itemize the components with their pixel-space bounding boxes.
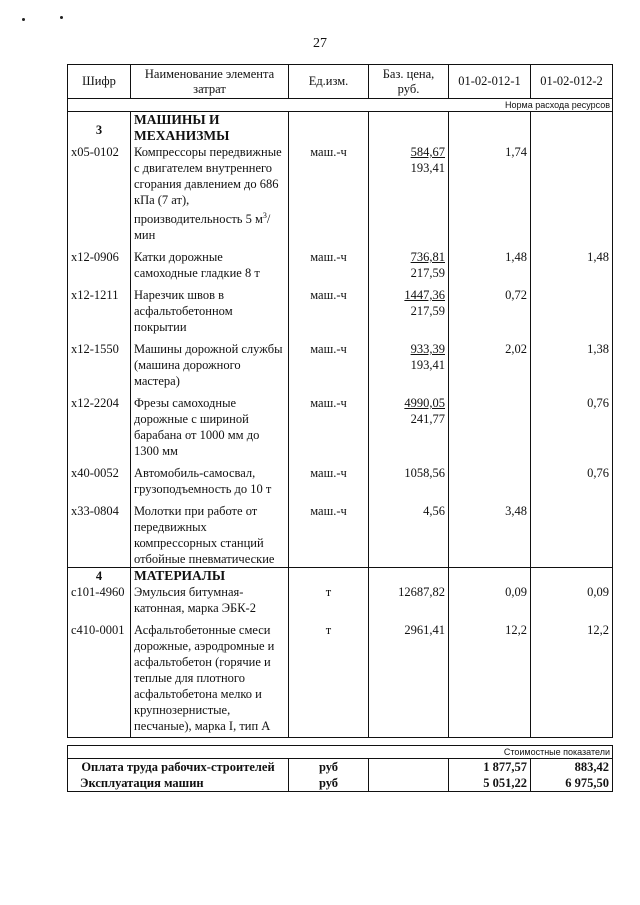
band-norms: Норма расхода ресурсов (68, 99, 613, 112)
row-value-2: 0,76 (531, 465, 613, 497)
table-row (68, 622, 613, 734)
table-row (68, 144, 613, 243)
totals-unit: руб (289, 775, 369, 792)
table-row (68, 503, 613, 568)
row-unit: маш.-ч (289, 503, 369, 568)
row-value-2 (531, 144, 613, 243)
totals-value-2: 6 975,50 (531, 775, 613, 792)
price-top: 933,39 (410, 342, 445, 357)
row-unit: маш.-ч (289, 395, 369, 459)
table-row (68, 465, 613, 497)
section-row (68, 568, 613, 585)
row-value-2: 12,2 (531, 622, 613, 734)
section-number: 4 (68, 568, 131, 585)
row-price (369, 395, 449, 459)
header-code: Шифр (68, 65, 131, 99)
row-price (369, 249, 449, 281)
row-value-1: 1,48 (449, 249, 531, 281)
row-value-1: 3,48 (449, 503, 531, 568)
row-unit: маш.-ч (289, 249, 369, 281)
table-row (68, 341, 613, 389)
row-code: с410-0001 (68, 622, 131, 734)
price-top: 736,81 (410, 250, 445, 265)
row-price: 4,56 (369, 503, 449, 568)
row-code: х33-0804 (68, 503, 131, 568)
row-name: Машины дорожной службы (машина дорожного мастера) (131, 341, 289, 389)
header-name: Наименование элемента затрат (131, 65, 289, 99)
row-name: Асфальтобетонные смеси дорожные, аэродромные и асфальтобетон (горячие и теплые для плотного асфальтобетона мелко и крупнозернистые, песчаные), марка I, тип А (131, 622, 289, 734)
row-code: х12-2204 (68, 395, 131, 459)
row-price: 1058,56 (369, 465, 449, 497)
row-value-1: 12,2 (449, 622, 531, 734)
row-value-1 (449, 395, 531, 459)
row-value-1 (449, 465, 531, 497)
section-title: МАШИНЫ И МЕХАНИЗМЫ (131, 112, 289, 145)
price-top: 4990,05 (404, 396, 445, 411)
table-header-row (68, 65, 613, 99)
row-price (369, 341, 449, 389)
row-code: х12-1550 (68, 341, 131, 389)
row-unit: маш.-ч (289, 465, 369, 497)
totals-value-1: 1 877,57 (449, 759, 531, 776)
price-bottom: 193,41 (410, 358, 445, 373)
row-value-1: 0,72 (449, 287, 531, 335)
header-price: Баз. цена, руб. (369, 65, 449, 99)
price-bottom: 217,59 (410, 304, 445, 319)
price-bottom: 217,59 (410, 266, 445, 281)
row-code: х05-0102 (68, 144, 131, 243)
row-unit: т (289, 584, 369, 616)
row-value-1: 0,09 (449, 584, 531, 616)
table-row (68, 249, 613, 281)
row-name: Эмульсия битумная-катонная, марка ЭБК-2 (131, 584, 289, 616)
row-value-2 (531, 287, 613, 335)
header-col2: 01-02-012-2 (531, 65, 613, 99)
row-code: х12-1211 (68, 287, 131, 335)
row-value-2: 1,38 (531, 341, 613, 389)
price-top: 1447,36 (404, 288, 445, 303)
totals-value-1: 5 051,22 (449, 775, 531, 792)
totals-row (68, 775, 613, 792)
scan-mark (22, 18, 25, 21)
totals-row (68, 759, 613, 776)
row-price (369, 287, 449, 335)
resource-table (67, 64, 613, 792)
scan-mark (60, 16, 63, 19)
totals-value-2: 883,42 (531, 759, 613, 776)
price-top: 584,67 (410, 145, 445, 159)
totals-name: Эксплуатация машин (68, 775, 289, 792)
row-name: Компрессоры передвижные с двигателем внутреннего сгорания давлением до 686 кПа (7 ат), производительность 5 $м^3$/мин (131, 144, 289, 243)
header-unit: Ед.изм. (289, 65, 369, 99)
row-name: Молотки при работе от передвижных компрессорных станций отбойные пневматические (131, 503, 289, 568)
totals-unit: руб (289, 759, 369, 776)
row-name: Нарезчик швов в асфальтобетонном покрытии (131, 287, 289, 335)
row-price (369, 144, 449, 243)
row-unit: маш.-ч (289, 341, 369, 389)
row-code: с101-4960 (68, 584, 131, 616)
header-col1: 01-02-012-1 (449, 65, 531, 99)
band-row (68, 746, 613, 759)
row-name: Фрезы самоходные дорожные с шириной барабана от 1000 мм до 1300 мм (131, 395, 289, 459)
row-code: х40-0052 (68, 465, 131, 497)
table-row (68, 287, 613, 335)
page-number: 27 (313, 36, 327, 51)
row-price: 12687,82 (369, 584, 449, 616)
row-name: Автомобиль-самосвал, грузоподъемность до 10 т (131, 465, 289, 497)
price-bottom: 193,41 (410, 161, 445, 175)
row-unit: маш.-ч (289, 287, 369, 335)
band-costs: Стоимостные показатели (68, 746, 613, 759)
row-value-2 (531, 503, 613, 568)
section-title: МАТЕРИАЛЫ (131, 568, 289, 585)
band-row (68, 99, 613, 112)
row-code: х12-0906 (68, 249, 131, 281)
row-value-2: 0,09 (531, 584, 613, 616)
row-price: 2961,41 (369, 622, 449, 734)
section-number: 3 (68, 112, 131, 145)
section-row (68, 112, 613, 145)
totals-name: Оплата труда рабочих-строителей (68, 759, 289, 776)
row-unit: т (289, 622, 369, 734)
row-unit: маш.-ч (289, 144, 369, 243)
table-row (68, 584, 613, 616)
price-bottom: 241,77 (410, 412, 445, 427)
row-value-2: 1,48 (531, 249, 613, 281)
row-value-1: 1,74 (449, 144, 531, 243)
row-value-2: 0,76 (531, 395, 613, 459)
table-row (68, 395, 613, 459)
row-value-1: 2,02 (449, 341, 531, 389)
row-name: Катки дорожные самоходные гладкие 8 т (131, 249, 289, 281)
